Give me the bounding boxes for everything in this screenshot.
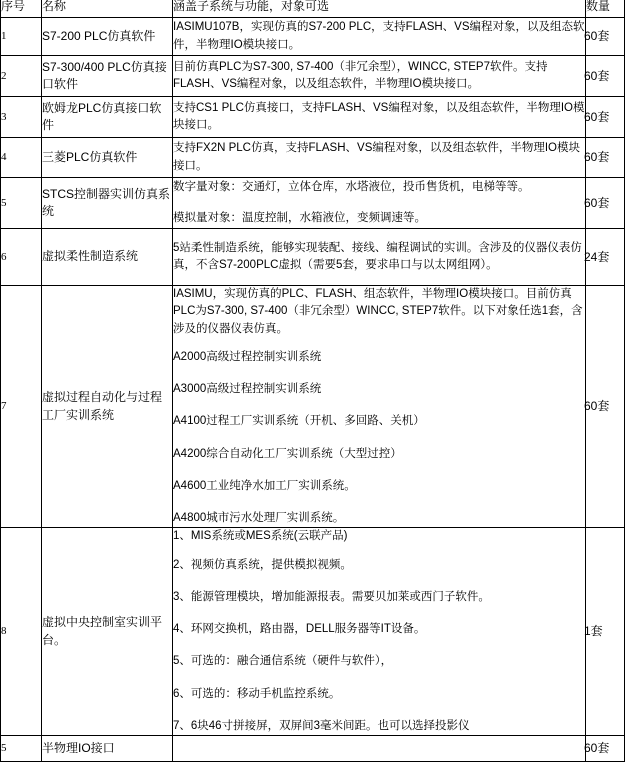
table-row	[1, 97, 625, 138]
quantity-value: 24套	[584, 249, 610, 264]
row-index: 1	[1, 18, 42, 56]
row-index: 8	[1, 528, 42, 736]
description-item: A4600工业纯净水加工厂实训系统。	[173, 479, 356, 492]
description-paragraph: 支持FX2N PLC仿真，支持FLASH、VS编程对象，以及组态软件，半物理IO模块接口。	[173, 142, 581, 172]
row-quantity	[586, 736, 625, 762]
description-item: 7、6块46寸拼接屏，双屏间3毫米间距。也可以选择投影仪	[173, 719, 470, 732]
description-item: 4、环网交换机，路由器，DELL服务器等IT设备。	[173, 623, 426, 635]
description-item: 2、视频仿真系统，提供模拟视频。	[173, 558, 352, 571]
row-description	[173, 286, 586, 528]
row-quantity	[586, 286, 625, 528]
row-quantity	[586, 56, 625, 97]
column-header-desc: 涵盖子系统与功能，对象可选	[173, 0, 586, 18]
description-paragraph: 数字量对象：交通灯，立体仓库，水塔液位，投币售货机，电梯等等。	[173, 180, 530, 193]
description-item: A4800城市污水处理厂实训系统。	[173, 512, 345, 524]
column-header-index: 序号	[1, 0, 42, 18]
row-description	[173, 229, 586, 286]
quantity-value: 60套	[584, 195, 610, 210]
description-item: 5、可选的：融合通信系统（硬件与软件），	[173, 655, 393, 668]
table-row	[1, 229, 625, 286]
row-name: S7-200 PLC仿真软件	[42, 18, 173, 56]
description-item: 6、可选的：移动手机监控系统。	[173, 687, 341, 700]
row-quantity	[586, 229, 625, 286]
row-name: 欧姆龙PLC仿真接口软件	[42, 97, 173, 138]
row-index: 5	[1, 736, 42, 762]
row-name: 虚拟柔性制造系统	[42, 229, 173, 286]
quantity-value: 60套	[584, 109, 610, 124]
table-row	[1, 286, 625, 528]
row-description	[173, 18, 586, 56]
description-paragraph: 支持CS1 PLC仿真接口，支持FLASH、VS编程对象，以及组态软件，半物理IO模块接口。	[173, 101, 585, 131]
description-item: 3、能源管理模块，增加能源报表。需要贝加莱或西门子软件。	[173, 590, 490, 603]
row-quantity	[586, 138, 625, 178]
table-row	[1, 56, 625, 97]
row-name: STCS控制器实训仿真系统	[42, 178, 173, 229]
row-name: 虚拟中央控制室实训平台。	[42, 528, 173, 736]
quantity-value: 60套	[584, 741, 610, 756]
row-index: 6	[1, 229, 42, 286]
row-description	[173, 528, 586, 736]
row-description	[173, 138, 586, 178]
row-description	[173, 178, 586, 229]
description-item: A4100过程工厂实训系统（开机、多回路、关机）	[173, 415, 425, 428]
description-item: 1、MIS系统或MES系统(云联产品)	[173, 530, 348, 543]
description-item: A4200综合自动化工厂实训系统（大型过控）	[173, 447, 402, 460]
table-row	[1, 736, 625, 762]
table-row	[1, 18, 625, 56]
row-index: 5	[1, 178, 42, 229]
row-index: 7	[1, 286, 42, 528]
quantity-value: 60套	[584, 399, 610, 414]
quantity-value: 60套	[584, 68, 610, 83]
row-quantity	[586, 178, 625, 229]
description-item: A2000高级过程控制实训系统	[173, 350, 322, 363]
row-name: S7-300/400 PLC仿真接口软件	[42, 56, 173, 97]
description-paragraph: 模拟量对象：温度控制，水箱液位，变频调速等。	[173, 212, 426, 224]
row-name: 虚拟过程自动化与过程工厂实训系统	[42, 286, 173, 528]
column-header-quantity: 数量	[586, 0, 625, 18]
row-description	[173, 56, 586, 97]
description-paragraph: 目前仿真PLC为S7-300, S7-400（非冗余型），WINCC, STEP7软件。支持FLASH、VS编程对象，以及组态软件，半物理IO模块接口。	[173, 60, 548, 90]
table-header-row	[1, 0, 625, 18]
description-paragraph: 5站柔性制造系统，能够实现装配、接线、编程调试的实训。含涉及的仪器仪表仿真，不含S7-200PLC虚拟（需要5套，要求串口与以太网组网）。	[173, 241, 582, 271]
column-header-name: 名称	[42, 0, 173, 18]
quantity-value: 1套	[584, 624, 603, 639]
row-quantity	[586, 18, 625, 56]
description-item: A3000高级过程控制实训系统	[173, 383, 322, 395]
table-body	[1, 0, 625, 762]
row-description	[173, 97, 586, 138]
row-index: 3	[1, 97, 42, 138]
row-quantity	[586, 528, 625, 736]
row-name: 三菱PLC仿真软件	[42, 138, 173, 178]
row-index: 4	[1, 138, 42, 178]
table-row	[1, 138, 625, 178]
quantity-value: 60套	[584, 150, 610, 165]
row-description	[173, 736, 586, 762]
description-paragraph: IASIMU，实现仿真的PLC、FLASH、组态软件，半物理IO模块接口。目前仿真PLC为S7-300, S7-400（非冗余型）WINCC, STEP7软件。以下对象任选1套，含涉及的仪器仪表仿真。	[173, 288, 583, 335]
quantity-value: 60套	[584, 29, 610, 44]
row-quantity	[586, 97, 625, 138]
description-paragraph: IASIMU107B，实现仿真的S7-200 PLC，支持FLASH、VS编程对象，以及组态软件，半物理IO模块接口。	[173, 21, 585, 51]
table-row	[1, 178, 625, 229]
row-name: 半物理IO接口	[42, 736, 173, 762]
row-index: 2	[1, 56, 42, 97]
table-row	[1, 528, 625, 736]
